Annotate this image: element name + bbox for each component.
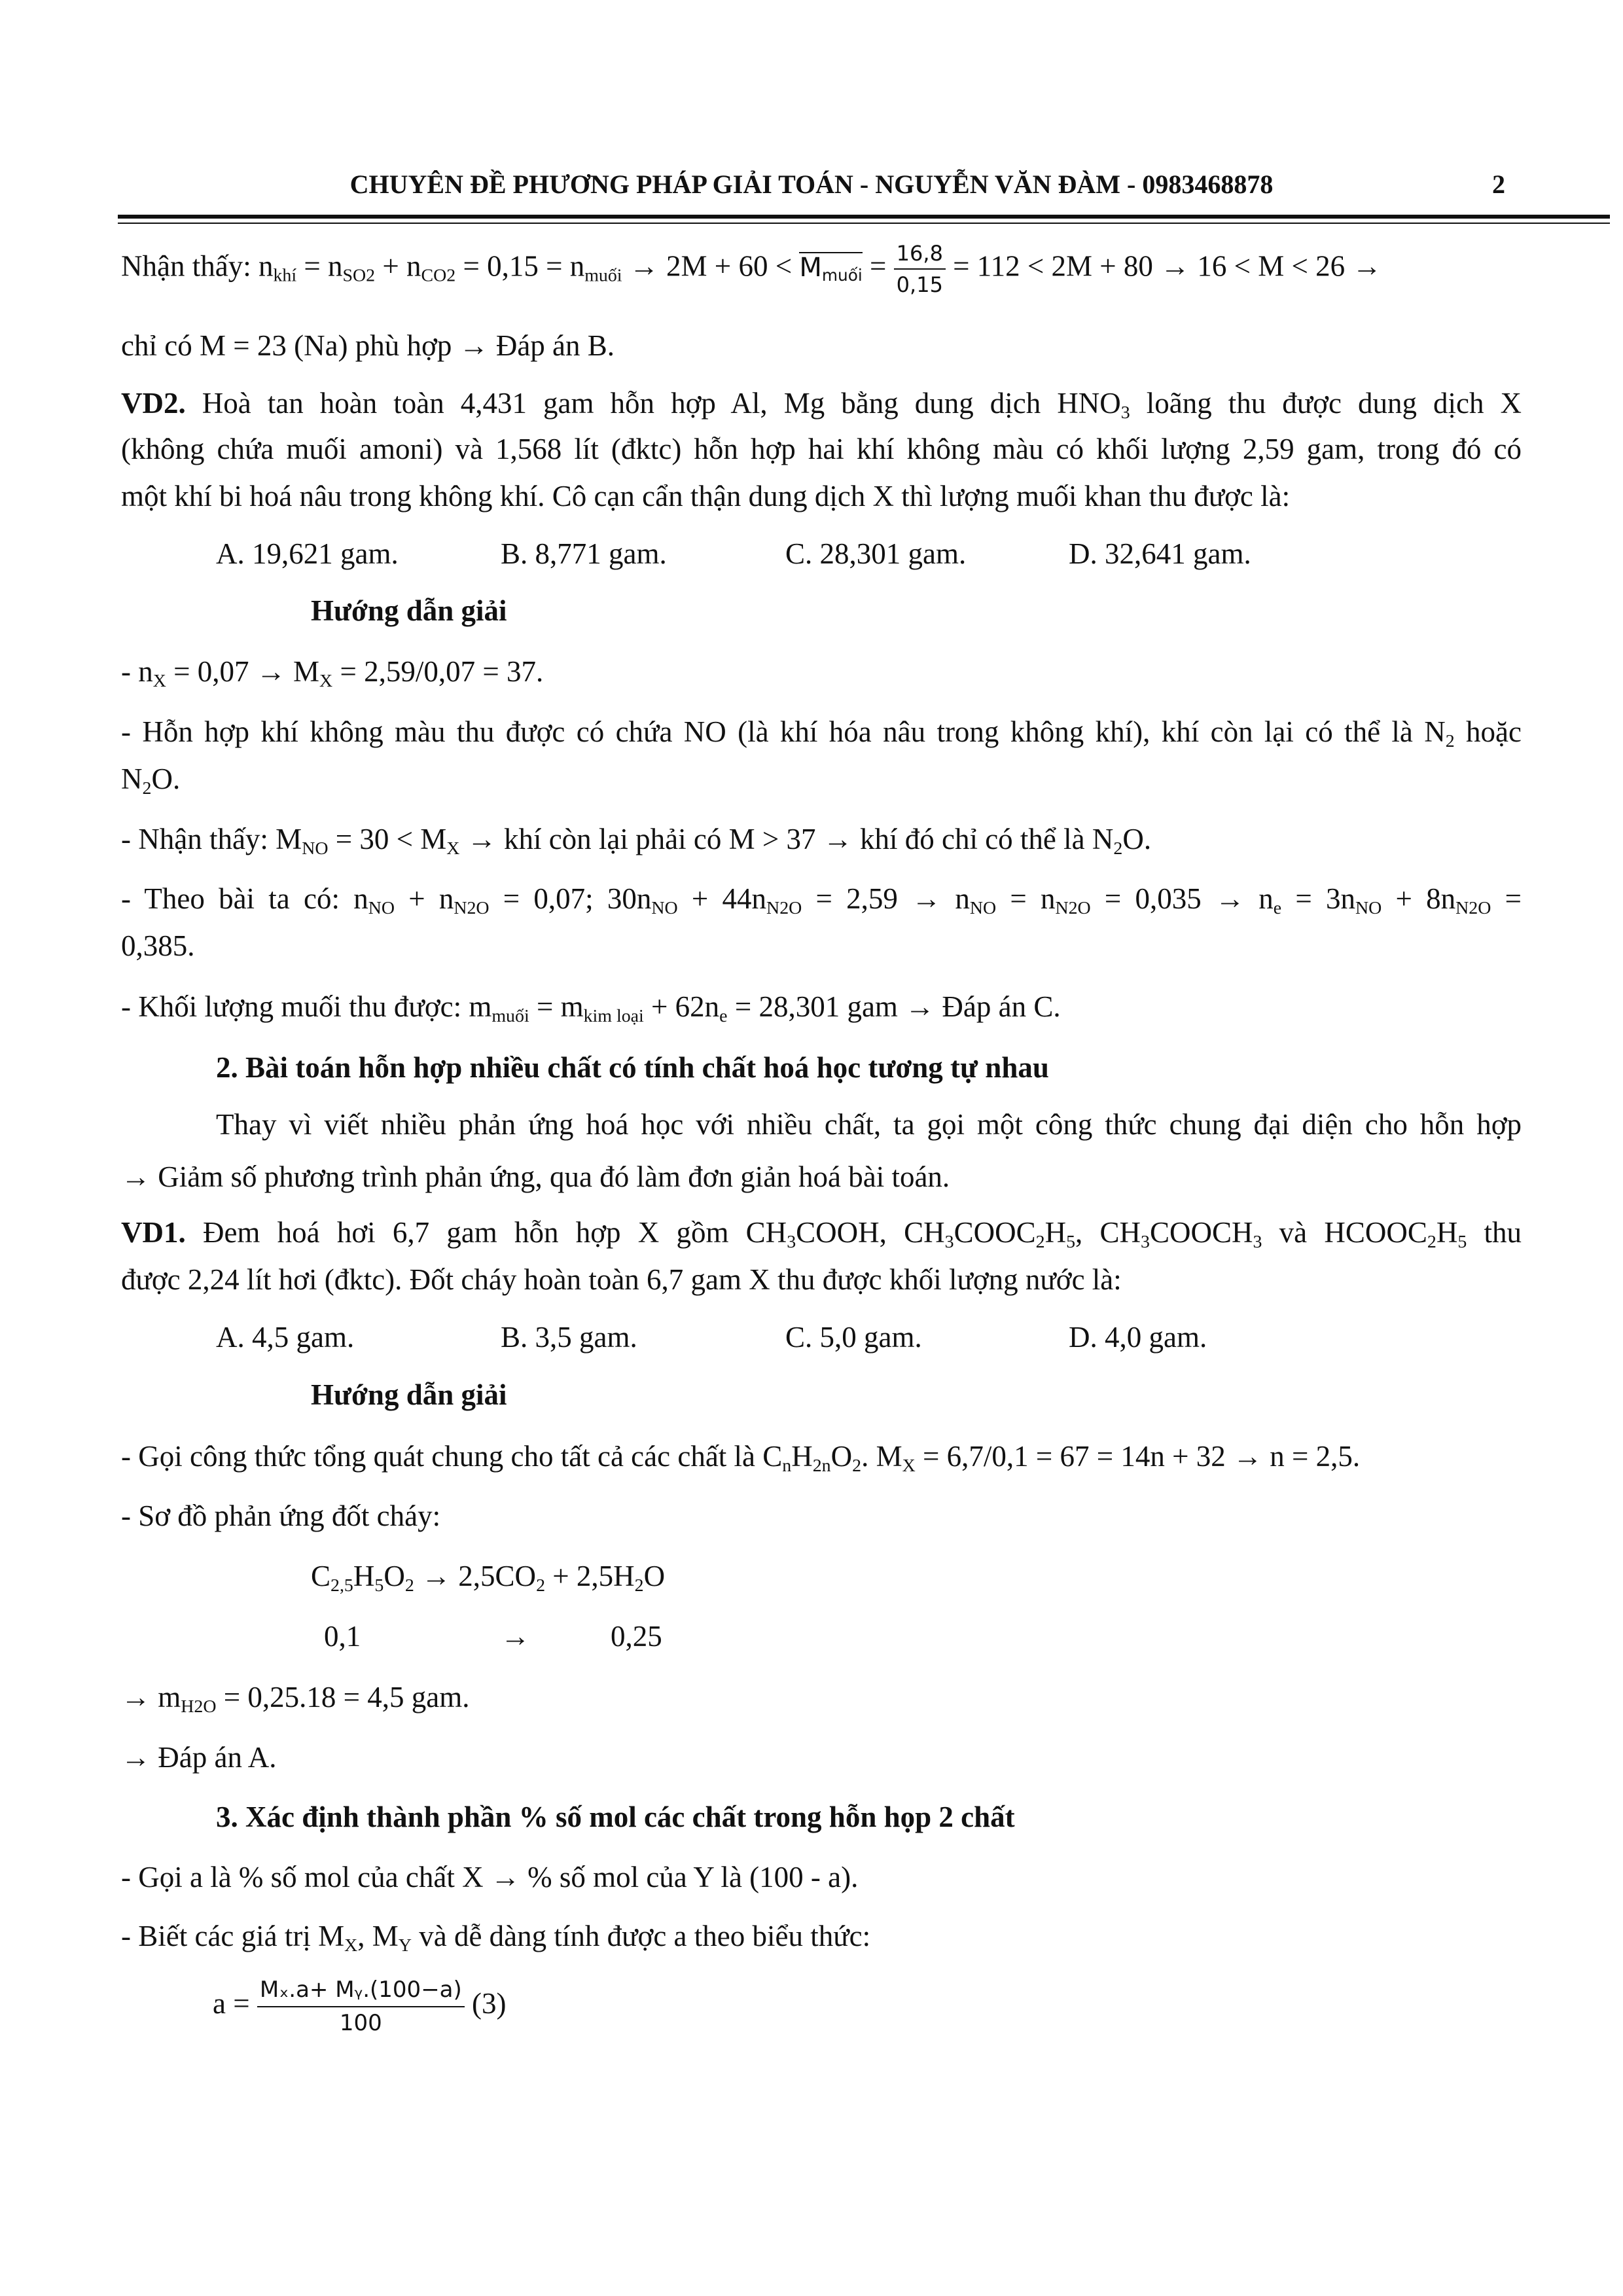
vd2-solution-line-7: - Khối lượng muối thu được: $m_{muối} = m_{kim loại} + 62n_e = 28,301$ gam → Đáp án C. <box>121 990 1061 1026</box>
vd1-option-d: D. 4,0 gam. <box>1069 1321 1207 1354</box>
vd2-option-d: D. 32,641 gam. <box>1069 537 1251 570</box>
guide-heading-vd1: Hướng dẫn giải <box>311 1378 507 1411</box>
fraction: $\frac{16,8}{0,15}$ <box>894 241 946 298</box>
document-page: CHUYÊN ĐỀ PHƯƠNG PHÁP GIẢI TOÁN - NGUYỄN VĂN ĐÀM - 0983468878 2 Nhận thấy: $n_{khí} = n_{SO2} + n_{CO2} = 0,15 = n_{muối} \to 2M + 60 < M_{muối}$ = $\frac{16,8}{0,15}$ = 112 < 2M + 80 → 16 < M < 26 → chỉ có M = 23 (Na) phù hợp → Đáp án B. VD2. Hoà tan hoàn toàn 4,431 gam hỗn hợp Al, Mg bằng dung dịch $HNO_3$ loãng thu được dung dịch X (không chứa muối amoni) và 1,568 lít (đktc) hỗn hợp hai khí không màu có khối lượng 2,59 gam, trong đó có một khí bi hoá nâu trong không khí. Cô cạn cẩn thận dung dịch X thì lượng muối khan thu được là: A. 19,621 gam. B. 8,771 gam. C. 28,301 gam. D. 32,641 gam. Hướng dẫn giải - $n_X = 0,07 \to M_X = 2,59/0,07 = 37$. - Hỗn hợp khí không màu thu được có chứa NO (là khí hóa nâu trong không khí), khí còn lại có thể là $N_2$ hoặc $N_2O$. - Nhận thấy: $M_{NO} = 30 < M_X$ → khí còn lại phải có M > 37 → khí đó chỉ có thể là $N_2O$. - Theo bài ta có: $n_{NO} + n_{N2O} = 0,07$; $30n_{NO} + 44n_{N2O} = 2,59 \to n_{NO} = n_{N2O} = 0,035 \to n_e = 3n_{NO} + 8n_{N2O}$ = 0,385. - Khối lượng muối thu được: $m_{muối} = m_{kim loại} + 62n_e = 28,301$ gam → Đáp án C. 2. Bài toán hỗn hợp nhiều chất có tính chất hoá học tương tự nhau Thay vì viết nhiều phản ứng hoá học với nhiều chất, ta gọi một công thức chung đại diện cho hỗn hợp → Giảm số phương trình phản ứng, qua đó làm đơn giản hoá bài toán. VD1. Đem hoá hơi 6,7 gam hỗn hợp X gồm $CH_3COOH$, $CH_3COOC_2H_5$, $CH_3COOCH_3$ và $HCOOC_2H_5$ thu được 2,24 lít hơi (đktc). Đốt cháy hoàn toàn 6,7 gam X thu được khối lượng nước là: A. 4,5 gam. B. 3,5 gam. C. 5,0 gam. D. 4,0 gam. Hướng dẫn giải - Gọi công thức tổng quát chung cho tất cả các chất là $C_nH_{2n}O_2$. $M_X = 6,7/0,1 = 67 = 14n + 32 \to n = 2,5$. - Sơ đồ phản ứng đốt cháy: $C_{2,5}H_5O_2 \to 2,5CO_2 + 2,5H_2O$ 0,1 → 0,25 → $m_{H2O} = 0,25.18 = 4,5$ gam. → Đáp án A. 3. Xác định thành phần % số mol các chất trong hỗn họp 2 chất - Gọi a là % số mol của chất X → % số mol của Y là (100 - a). - Biết các giá trị $M_X$, $M_Y$ và dễ dàng tính được a theo biểu thức: a = $\frac{\text{Mₓ.a+ Mᵧ.(100−a)}}{100}$ (3) <box>0 0 1623 2296</box>
vd2-solution-line-6: 0,385. <box>121 929 195 962</box>
section-3-line-1: - Gọi a là % số mol của chất X → % số mol của Y là (100 - a). <box>121 1861 859 1893</box>
vd2-option-a: A. 19,621 gam. <box>216 537 399 570</box>
vd2-solution-line-1: - $n_X = 0,07 \to M_X = 2,59/0,07 = 37$. <box>121 655 544 691</box>
header-rule-thin <box>118 223 1610 224</box>
section-2-paragraph-line-2: → Giảm số phương trình phản ứng, qua đó làm đơn giản hoá bài toán. <box>121 1160 950 1193</box>
vd2-question-line-3: một khí bi hoá nâu trong không khí. Cô cạn cẩn thận dung dịch X thì lượng muối khan thu được là: <box>121 480 1291 512</box>
vd1-option-b: B. 3,5 gam. <box>501 1321 637 1354</box>
vd2-option-c: C. 28,301 gam. <box>785 537 967 570</box>
vd1-solution-line-1: - Gọi công thức tổng quát chung cho tất cả các chất là $C_nH_{2n}O_2$. $M_X = 6,7/0,1 = 67 = 14n + 32 \to n = 2,5$. <box>121 1440 1361 1476</box>
vd2-solution-line-2: - Hỗn hợp khí không màu thu được có chứa NO (là khí hóa nâu trong không khí), khí còn lại có thể là $N_2$ hoặc <box>121 715 1522 751</box>
previous-solution-line-1: Nhận thấy: $n_{khí} = n_{SO2} + n_{CO2} = 0,15 = n_{muối} \to 2M + 60 < M_{muối}$ = $\frac{16,8}{0,15}$ = 112 < 2M + 80 → 16 < M < 26 → <box>121 241 1382 298</box>
vd1-solution-line-4: → Đáp án A. <box>121 1741 277 1774</box>
vd1-option-c: C. 5,0 gam. <box>785 1321 922 1354</box>
vd2-solution-line-4: - Nhận thấy: $M_{NO} = 30 < M_X$ → khí còn lại phải có M > 37 → khí đó chỉ có thể là $N_2O$. <box>121 823 1152 859</box>
previous-solution-line-2: chỉ có M = 23 (Na) phù hợp → Đáp án B. <box>121 329 615 362</box>
section-3-title: 3. Xác định thành phần % số mol các chất trong hỗn họp 2 chất <box>216 1801 1015 1833</box>
vd1-question-line-2: được 2,24 lít hơi (đktc). Đốt cháy hoàn toàn 6,7 gam X thu được khối lượng nước là: <box>121 1263 1122 1296</box>
guide-heading-vd2: Hướng dẫn giải <box>311 594 507 627</box>
section-3-line-2: - Biết các giá trị $M_X$, $M_Y$ và dễ dàng tính được a theo biểu thức: <box>121 1920 871 1956</box>
vd1-solution-line-2: - Sơ đồ phản ứng đốt cháy: <box>121 1499 441 1532</box>
mean-molar-mass: $M_{muối}$ <box>799 252 863 285</box>
page-header <box>118 164 1505 209</box>
vd2-option-b: B. 8,771 gam. <box>501 537 667 570</box>
page-number: 2 <box>1492 170 1505 199</box>
header-rule-thick <box>118 215 1610 219</box>
formula-fraction: $\frac{\text{Mₓ.a+ Mᵧ.(100−a)}}{100}$ <box>257 1977 465 2037</box>
vd2-solution-line-3: $N_2O$. <box>121 762 181 798</box>
vd2-solution-line-5: - Theo bài ta có: $n_{NO} + n_{N2O} = 0,07$; $30n_{NO} + 44n_{N2O} = 2,59 \to n_{NO} = n_{N2O} = 0,035 \to n_e = 3n_{NO} + 8n_{N2O}$ = <box>121 882 1522 918</box>
header-title: CHUYÊN ĐỀ PHƯƠNG PHÁP GIẢI TOÁN - NGUYỄN VĂN ĐÀM - 0983468878 <box>349 170 1274 199</box>
vd1-solution-line-3: → $m_{H2O} = 0,25.18 = 4,5$ gam. <box>121 1681 470 1717</box>
reaction-equation: $C_{2,5}H_5O_2 \to 2,5CO_2 + 2,5H_2O$ <box>311 1560 666 1596</box>
vd2-question-line-2: (không chứa muối amoni) và 1,568 lít (đktc) hỗn hợp hai khí không màu có khối lượng 2,59 gam, trong đó có <box>121 433 1522 465</box>
vd1-question-line-1: VD1. Đem hoá hơi 6,7 gam hỗn hợp X gồm $CH_3COOH$, $CH_3COOC_2H_5$, $CH_3COOCH_3$ và $HCOOC_2H_5$ thu <box>121 1216 1522 1252</box>
vd2-question-line-1: VD2. Hoà tan hoàn toàn 4,431 gam hỗn hợp Al, Mg bằng dung dịch $HNO_3$ loãng thu được dung dịch X <box>121 387 1522 423</box>
formula-3: a = $\frac{\text{Mₓ.a+ Mᵧ.(100−a)}}{100}$ (3) <box>213 1977 507 2036</box>
vd1-option-a: A. 4,5 gam. <box>216 1321 355 1354</box>
section-2-paragraph-line-1: Thay vì viết nhiều phản ứng hoá học với nhiều chất, ta gọi một công thức chung đại diện cho hỗn hợp <box>216 1108 1522 1141</box>
section-2-title: 2. Bài toán hỗn hợp nhiều chất có tính chất hoá học tương tự nhau <box>216 1051 1049 1084</box>
